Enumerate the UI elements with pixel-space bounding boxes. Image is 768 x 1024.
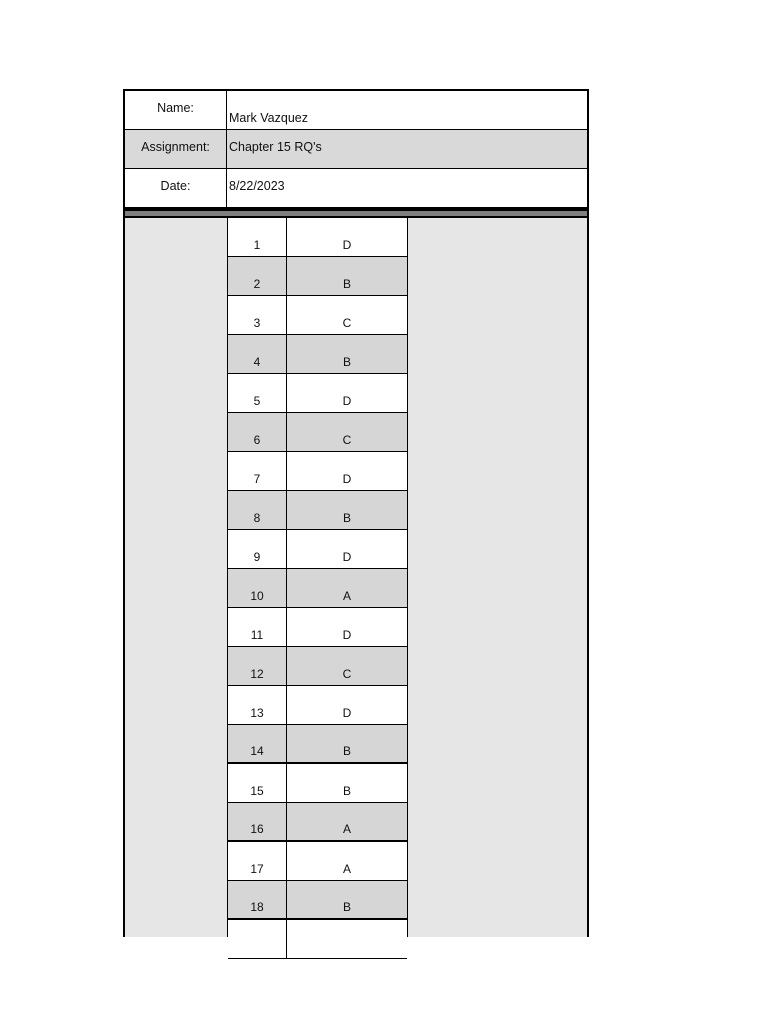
answer-row xyxy=(228,842,407,881)
answer-cell[interactable]: D xyxy=(342,550,352,564)
question-number: 7 xyxy=(228,452,287,490)
answer-row xyxy=(228,686,407,725)
worksheet xyxy=(123,89,589,937)
question-number: 9 xyxy=(228,530,287,568)
question-number: 17 xyxy=(228,842,287,880)
answer-row xyxy=(228,296,407,335)
question-number: 3 xyxy=(228,296,287,334)
answer-cell[interactable] xyxy=(287,920,407,958)
answer-row xyxy=(228,569,407,608)
assignment-value[interactable]: Chapter 15 RQ's xyxy=(229,140,322,154)
answer-row xyxy=(228,218,407,257)
assignment-row xyxy=(125,130,587,169)
question-number: 4 xyxy=(228,335,287,373)
question-number: 15 xyxy=(228,764,287,802)
answer-table xyxy=(227,218,408,937)
question-number: 2 xyxy=(228,257,287,295)
question-number: 1 xyxy=(228,218,287,256)
answer-row xyxy=(228,881,407,920)
name-row xyxy=(125,91,587,130)
answer-row xyxy=(228,803,407,842)
answer-row xyxy=(228,647,407,686)
answer-cell[interactable]: B xyxy=(342,355,351,369)
answer-cell[interactable]: B xyxy=(342,511,351,525)
answer-row xyxy=(228,725,407,764)
answer-row xyxy=(228,530,407,569)
question-number: 16 xyxy=(228,803,287,840)
date-label: Date: xyxy=(125,169,227,207)
answer-cell[interactable]: D xyxy=(342,472,352,486)
question-number: 14 xyxy=(228,725,287,762)
answer-cell[interactable]: D xyxy=(342,706,352,720)
answer-cell[interactable]: D xyxy=(342,394,352,408)
answer-row xyxy=(228,764,407,803)
answer-row xyxy=(228,374,407,413)
answer-cell[interactable]: D xyxy=(342,238,352,252)
answer-row xyxy=(228,452,407,491)
answer-cell[interactable]: B xyxy=(342,744,351,758)
question-number: 8 xyxy=(228,491,287,529)
question-number: 10 xyxy=(228,569,287,607)
answers-area xyxy=(125,218,587,937)
question-number: 5 xyxy=(228,374,287,412)
answer-cell[interactable]: A xyxy=(342,822,351,836)
answer-row xyxy=(228,413,407,452)
answer-row xyxy=(228,257,407,296)
date-value[interactable]: 8/22/2023 xyxy=(229,179,285,193)
answer-cell[interactable]: C xyxy=(342,433,352,447)
answer-cell[interactable]: B xyxy=(342,900,351,914)
answer-cell[interactable]: A xyxy=(342,862,351,876)
question-number: 12 xyxy=(228,647,287,685)
question-number: 11 xyxy=(228,608,287,646)
answer-cell[interactable]: B xyxy=(342,277,351,291)
question-number: 6 xyxy=(228,413,287,451)
question-number: 13 xyxy=(228,686,287,724)
section-separator xyxy=(125,208,587,218)
answer-cell[interactable]: A xyxy=(342,589,351,603)
answer-cell[interactable]: C xyxy=(342,316,352,330)
question-number xyxy=(228,920,287,958)
answer-row xyxy=(228,491,407,530)
answer-cell[interactable]: D xyxy=(342,628,352,642)
answer-row-empty xyxy=(228,920,407,959)
answer-row xyxy=(228,608,407,647)
answer-cell[interactable]: B xyxy=(342,784,351,798)
name-value[interactable]: Mark Vazquez xyxy=(229,111,308,125)
answer-cell[interactable]: C xyxy=(342,667,352,681)
name-label: Name: xyxy=(125,91,227,129)
date-row xyxy=(125,169,587,208)
answer-row xyxy=(228,335,407,374)
assignment-label: Assignment: xyxy=(125,130,227,168)
question-number: 18 xyxy=(228,881,287,918)
